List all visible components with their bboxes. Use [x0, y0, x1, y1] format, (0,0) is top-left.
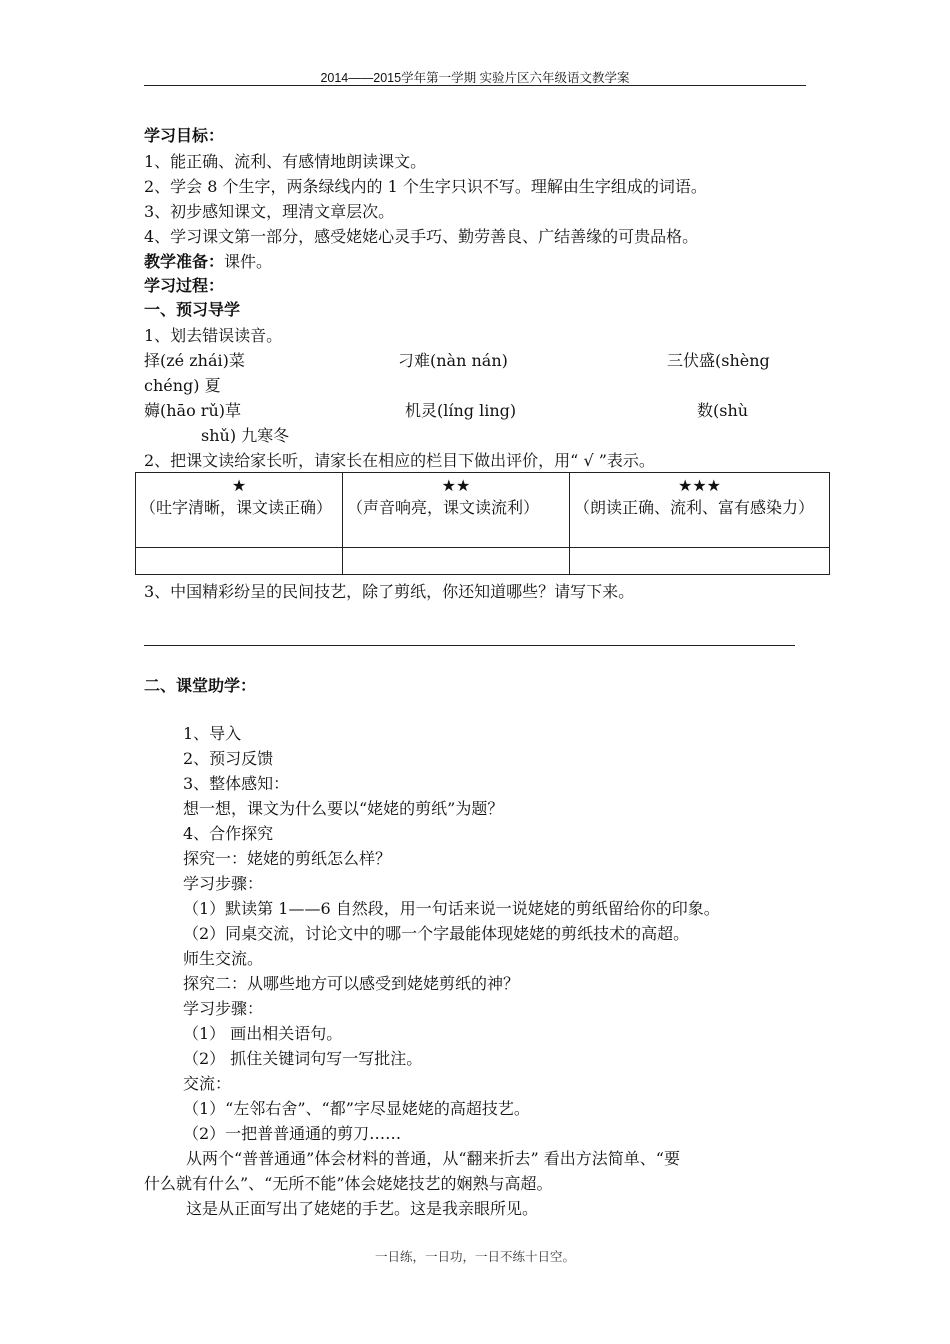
objective-item: 3、初步感知课文，理清文章层次。 [144, 202, 395, 221]
rating-desc-2: （声音响亮，课文读流利） [347, 498, 540, 517]
prep-value: 课件。 [224, 252, 273, 271]
objectives-heading: 学习目标： [144, 128, 225, 145]
section1-heading: 一、预习导学 [144, 302, 241, 319]
paragraph-line: 什么就有什么”、“无所不能”体会姥姥技艺的娴熟与高超。 [144, 1174, 553, 1193]
objective-item: 2、学会 8 个生字，两条绿线内的 1 个生字只识不写。理解由生字组成的词语。 [144, 177, 707, 196]
pinyin-item: 刁难(nàn nán) [398, 351, 508, 370]
star-rating-3: ★★★ [677, 476, 722, 495]
step-line: （1）默读第 1——6 自然段，用一句话来说一说姥姥的剪纸留给你的印象。 [183, 899, 720, 918]
step-line: 探究二：从哪些地方可以感受到姥姥剪纸的神？ [183, 974, 520, 993]
step-line: （1） 画出相关语句。 [183, 1024, 343, 1043]
pinyin-item-continued: chéng) 夏 [144, 376, 221, 395]
pinyin-item: 三伏盛(shèng [667, 351, 770, 370]
evaluation-answer-cell[interactable] [136, 548, 343, 575]
prep-heading: 教学准备： [144, 254, 225, 271]
pinyin-item-continued: shǔ) 九寒冬 [201, 426, 290, 445]
answer-line [144, 645, 795, 646]
paragraph-line: 从两个“普普通通”体会材料的普通，从“翻来折去” 看出方法简单、“要 [186, 1149, 680, 1168]
step-line: 想一想，课文为什么要以“姥姥的剪纸”为题？ [183, 799, 504, 818]
evaluation-answer-row [136, 548, 830, 575]
step-line: 学习步骤： [183, 999, 264, 1018]
evaluation-table [135, 472, 830, 575]
step-line: （2） 抓住关键词句写一写批注。 [183, 1049, 423, 1068]
section2-heading: 二、课堂助学： [144, 678, 257, 695]
star-rating-1: ★ [231, 476, 247, 495]
prep-line [144, 251, 272, 274]
step-line: 3、整体感知： [183, 774, 290, 793]
page-footer: 一日练，一日功，一日不练十日空。 [374, 1249, 575, 1264]
evaluation-header-row [136, 473, 830, 548]
step-line: （2）同桌交流，讨论文中的哪一个字最能体现姥姥的剪纸技术的高超。 [183, 924, 690, 943]
step-line: 交流： [183, 1074, 232, 1093]
question-1: 1、划去错误读音。 [144, 326, 283, 345]
paragraph-line: 这是从正面写出了姥姥的手艺。这是我亲眼所见。 [186, 1199, 539, 1218]
objective-item: 1、能正确、流利、有感情地朗读课文。 [144, 152, 427, 171]
page-header: 2014——2015学年第一学期 实验片区六年级语文教学案 [320, 71, 630, 85]
step-line: 学习步骤： [183, 874, 264, 893]
process-heading: 学习过程： [144, 278, 225, 295]
step-line: 4、合作探究 [183, 824, 274, 843]
evaluation-answer-cell[interactable] [570, 548, 830, 575]
step-line: 师生交流。 [183, 949, 264, 968]
pinyin-item: 机灵(líng ling) [405, 401, 517, 420]
step-line: 探究一：姥姥的剪纸怎么样？ [183, 849, 392, 868]
rating-desc-1: （吐字清晰，课文读正确） [140, 498, 333, 517]
step-line: 1、导入 [183, 724, 242, 743]
question-3: 3、中国精彩纷呈的民间技艺，除了剪纸，你还知道哪些？请写下来。 [144, 582, 635, 601]
question-2: 2、把课文读给家长听，请家长在相应的栏目下做出评价，用“ √ ”表示。 [144, 451, 655, 470]
pinyin-item: 数(shù [697, 401, 749, 420]
step-line: （1）“左邻右舍”、“都”字尽显姥姥的高超技艺。 [183, 1099, 530, 1118]
evaluation-col-2 [343, 473, 570, 548]
pinyin-item: 择(zé zhái)菜 [144, 351, 245, 370]
header-rule [144, 85, 806, 86]
evaluation-col-3 [570, 473, 830, 548]
rating-desc-3: （朗读正确、流利、富有感染力） [574, 498, 815, 517]
step-line: （2）一把普普通通的剪刀…… [183, 1124, 402, 1143]
step-line: 2、预习反馈 [183, 749, 274, 768]
pinyin-item: 薅(hāo rǔ)草 [144, 401, 242, 420]
star-rating-2: ★★ [441, 476, 471, 495]
objective-item: 4、学习课文第一部分，感受姥姥心灵手巧、勤劳善良、广结善缘的可贵品格。 [144, 227, 699, 246]
evaluation-col-1 [136, 473, 343, 548]
evaluation-answer-cell[interactable] [343, 548, 570, 575]
